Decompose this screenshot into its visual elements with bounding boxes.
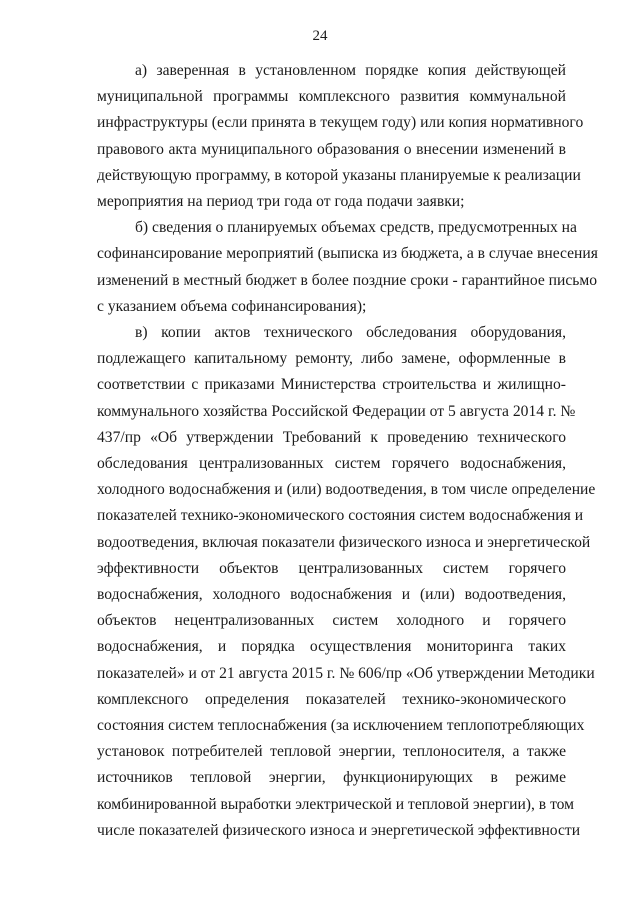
text-line: показателей» и от 21 августа 2015 г. № 606/пр «Об утверждении Методики [97, 664, 595, 682]
text-line: источников тепловой энергии, функционирующих в режиме [97, 769, 566, 787]
text-line: изменений в местный бюджет в более поздние сроки - гарантийное письмо [97, 271, 598, 289]
text-line: водоснабжения, холодного водоснабжения и (или) водоотведения, [97, 586, 566, 604]
text-line: б) сведения о планируемых объемах средств, предусмотренных на [135, 219, 577, 237]
text-line: с указанием объема софинансирования); [97, 297, 367, 315]
text-line: комплексного определения показателей технико-экономического [97, 690, 566, 708]
text-line: муниципальной программы комплексного развития коммунальной [97, 88, 566, 106]
text-line: числе показателей физического износа и энергетической эффективности [97, 821, 581, 839]
text-line: водоотведения, включая показатели физического износа и энергетической [97, 533, 591, 551]
text-line: 437/пр «Об утверждении Требований к проведению технического [97, 428, 566, 446]
text-line: соответствии с приказами Министерства строительства и жилищно- [97, 376, 566, 394]
text-line: коммунального хозяйства Российской Федерации от 5 августа 2014 г. № [97, 402, 576, 420]
text-line: софинансирование мероприятий (выписка из бюджета, а в случае внесения [97, 245, 598, 263]
text-line: установок потребителей тепловой энергии, теплоносителя, а также [97, 743, 566, 761]
paragraph-b [97, 215, 598, 320]
text-line: подлежащего капитальному ремонту, либо замене, оформленные в [97, 350, 566, 368]
text-line: холодного водоснабжения и (или) водоотведения, в том числе определение [97, 481, 596, 499]
text-line: состояния систем теплоснабжения (за исключением теплопотребляющих [97, 717, 585, 735]
text-line: показателей технико-экономического состояния систем водоснабжения и [97, 507, 584, 525]
text-line: эффективности объектов централизованных систем горячего [97, 559, 566, 577]
text-line: действующую программу, в которой указаны планируемые к реализации [97, 166, 581, 184]
text-line: мероприятия на период три года от года подачи заявки; [97, 193, 465, 211]
text-line: объектов нецентрализованных систем холодного и горячего [97, 612, 566, 630]
paragraph-a [97, 58, 584, 215]
text-line: правового акта муниципального образования о внесении изменений в [97, 140, 566, 158]
text-line: водоснабжения, и порядка осуществления мониторинга таких [97, 638, 566, 656]
text-line: в) копии актов технического обследования оборудования, [135, 324, 566, 342]
text-line: а) заверенная в установленном порядке копия действующей [135, 62, 566, 79]
paragraph-v [97, 320, 596, 844]
text-line: обследования централизованных систем горячего водоснабжения, [97, 455, 566, 473]
page-number: 24 [312, 28, 328, 44]
text-line: комбинированной выработки электрической и тепловой энергии), в том [97, 795, 575, 813]
text-line: инфраструктуры (если принята в текущем году) или копия нормативного [97, 114, 584, 132]
document-body [97, 58, 598, 844]
